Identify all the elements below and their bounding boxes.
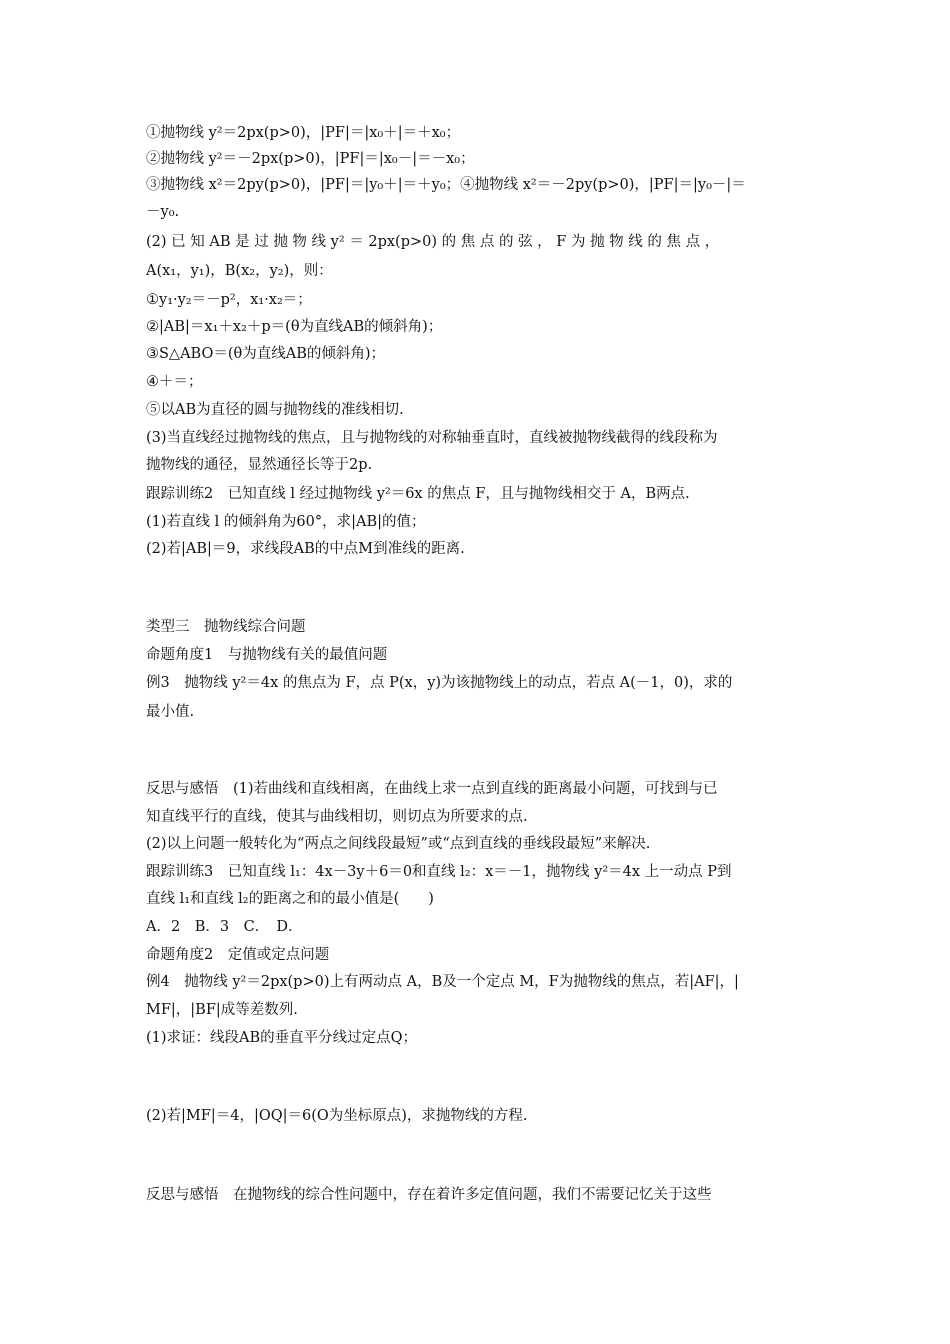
text-line: ②抛物线 y²＝－2px(p>0)，|PF|＝|x₀－|＝－x₀；: [146, 151, 475, 167]
text-line: (2)若|MF|＝4，|OQ|＝6(O为坐标原点)，求抛物线的方程.: [146, 1108, 528, 1124]
text-line: 命题角度1 与抛物线有关的最值问题: [146, 647, 388, 663]
text-line: 反思与感悟 (1)若曲线和直线相离，在曲线上求一点到直线的距离最小问题，可找到与已: [146, 781, 718, 797]
text-line: 反思与感悟 在抛物线的综合性问题中，存在着许多定值问题，我们不需要记忆关于这些: [146, 1187, 712, 1203]
text-line: 跟踪训练2 已知直线 l 经过抛物线 y²＝6x 的焦点 F，且与抛物线相交于 A，B两点.: [146, 486, 690, 502]
text-line: A．2 B．3 C． D．: [146, 919, 303, 935]
text-line: ④＋＝；: [146, 374, 203, 390]
text-line: (2)以上问题一般转化为“两点之间线段最短”或“点到直线的垂线段最短”来解决.: [146, 836, 651, 852]
text-line: 例3 抛物线 y²＝4x 的焦点为 F，点 P(x，y)为该抛物线上的动点，若点 A(－1，0)，求的: [146, 675, 733, 691]
text-line: －y₀.: [146, 204, 180, 220]
text-line: ②|AB|＝x₁＋x₂＋p＝(θ为直线AB的倾斜角)；: [146, 319, 443, 335]
section-heading: 类型三 抛物线综合问题: [146, 619, 306, 635]
text-line: ①抛物线 y²＝2px(p>0)，|PF|＝|x₀＋|＝＋x₀；: [146, 125, 461, 141]
text-line: 抛物线的通径，显然通径长等于2p.: [146, 457, 373, 473]
text-line: ⑤以AB为直径的圆与抛物线的准线相切.: [146, 402, 404, 418]
text-line: (3)当直线经过抛物线的焦点，且与抛物线的对称轴垂直时，直线被抛物线截得的线段称为: [146, 430, 718, 446]
text-line: ③S△ABO＝(θ为直线AB的倾斜角)；: [146, 346, 386, 362]
text-line: MF|，|BF|成等差数列.: [146, 1002, 298, 1018]
text-line: 最小值.: [146, 704, 195, 720]
text-line: 跟踪训练3 已知直线 l₁：4x－3y＋6＝0和直线 l₂：x＝－1，抛物线 y²＝4x 上一动点 P到: [146, 864, 732, 880]
text-line: 直线 l₁和直线 l₂的距离之和的最小值是( ): [146, 891, 434, 907]
text-line: 命题角度2 定值或定点问题: [146, 947, 330, 963]
text-line: ③抛物线 x²＝2py(p>0)，|PF|＝|y₀＋|＝＋y₀；④抛物线 x²＝－2py(p>0)，|PF|＝|y₀－|＝: [146, 177, 746, 193]
text-line: (1)求证：线段AB的垂直平分线过定点Q；: [146, 1030, 418, 1046]
text-line: A(x₁，y₁)，B(x₂，y₂)，则：: [146, 263, 333, 279]
text-line: (2)若|AB|＝9，求线段AB的中点M到准线的距离.: [146, 541, 465, 557]
text-line: 知直线平行的直线，使其与曲线相切，则切点为所要求的点.: [146, 809, 528, 825]
text-line: (2) 已 知 AB 是 过 抛 物 线 y² ＝ 2px(p>0) 的 焦 点 的 弦 ， F 为 抛 物 线 的 焦 点 ，: [146, 234, 720, 250]
text-line: (1)若直线 l 的倾斜角为60°，求|AB|的值；: [146, 514, 426, 530]
text-line: 例4 抛物线 y²＝2px(p>0)上有两动点 A，B及一个定点 M，F为抛物线的焦点，若|AF|，|: [146, 974, 739, 990]
text-line: ①y₁·y₂＝－p²，x₁·x₂＝；: [146, 292, 312, 308]
